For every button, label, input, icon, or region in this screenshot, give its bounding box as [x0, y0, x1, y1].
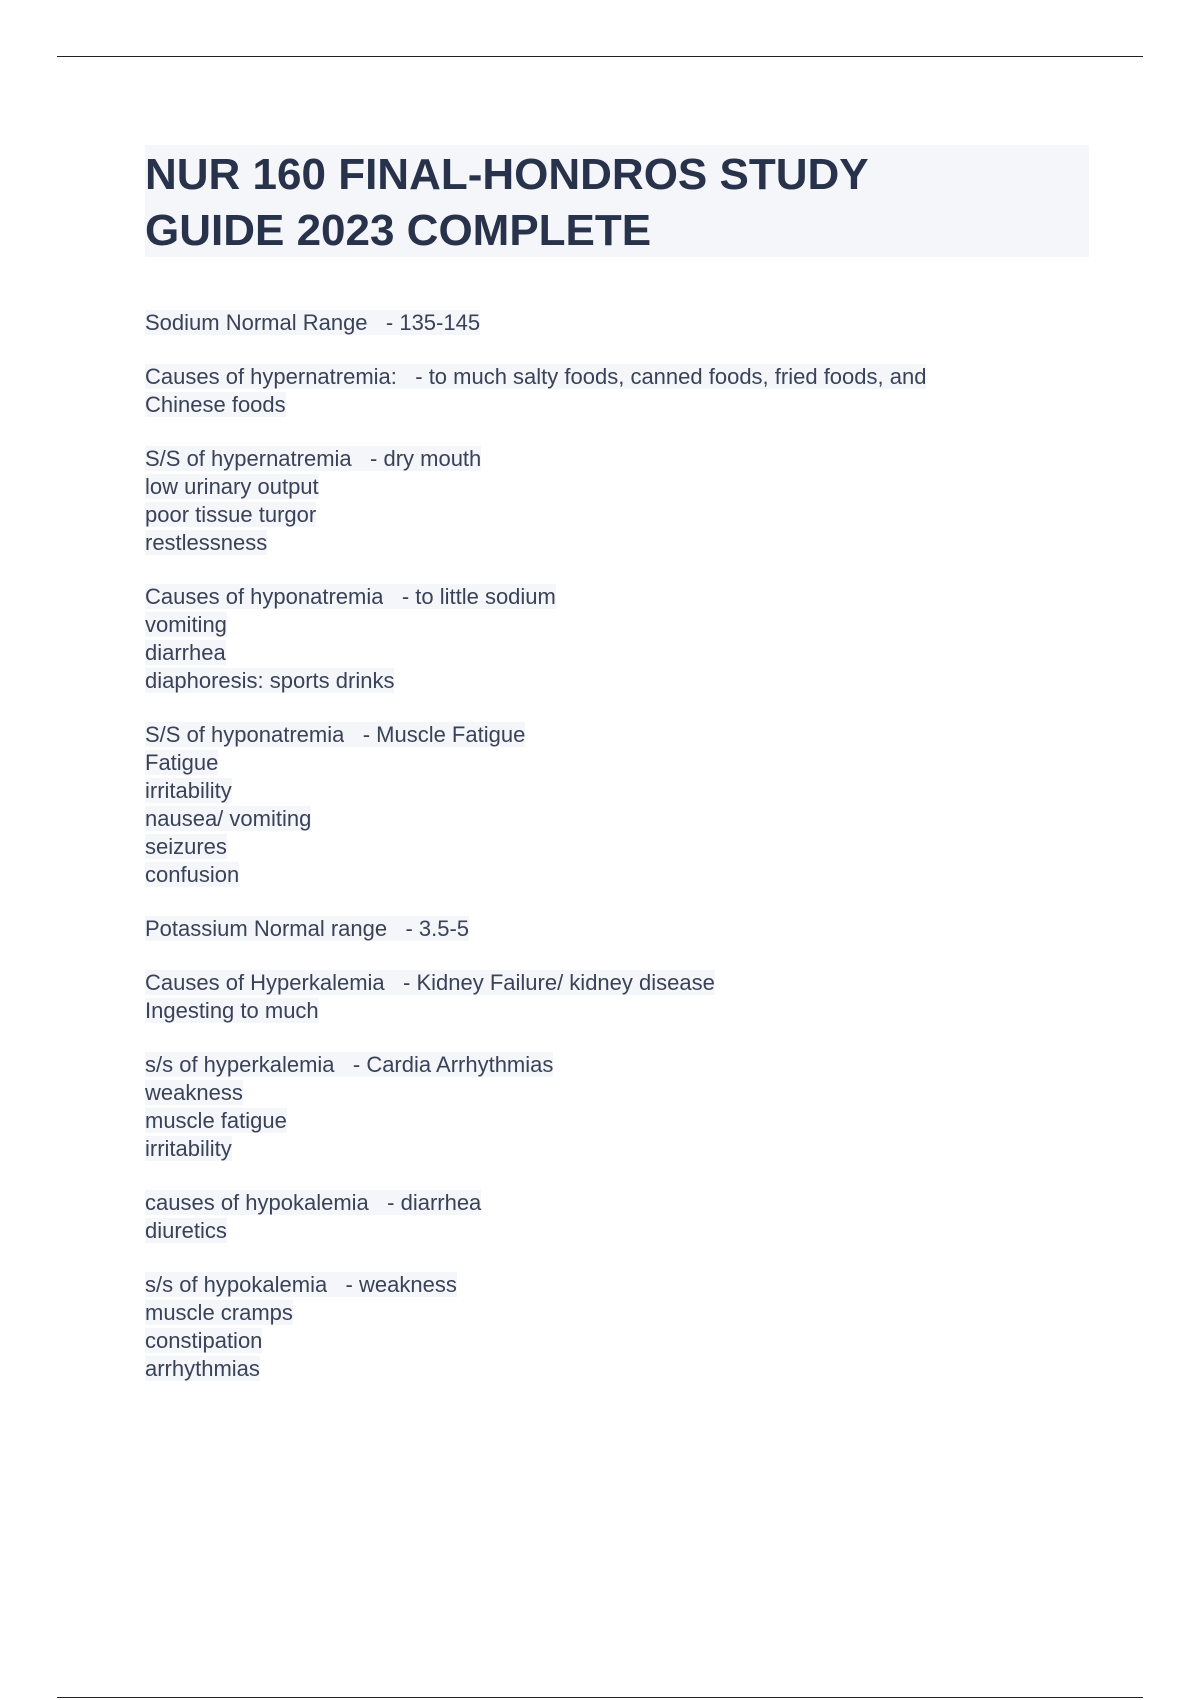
term-separator: [385, 970, 403, 995]
flashcard-entry: [145, 721, 1089, 889]
term-separator: [335, 1052, 353, 1077]
flashcard-definition-line: [145, 749, 1089, 777]
flashcard-term: s/s of hypokalemia: [145, 1272, 328, 1297]
term-separator: [327, 1272, 345, 1297]
flashcard-definition-text: low urinary output: [145, 474, 319, 499]
flashcard-definition-text: irritability: [145, 1136, 232, 1161]
flashcard-term: S/S of hyponatremia: [145, 722, 345, 747]
flashcard-definition-line: [145, 529, 1089, 557]
term-separator: [344, 722, 362, 747]
flashcard-definition-line: [145, 1107, 1089, 1135]
flashcard-entry: [145, 1051, 1089, 1163]
flashcard-definition-text: constipation: [145, 1328, 263, 1353]
flashcard-definition-text: Fatigue: [145, 750, 219, 775]
flashcard-first-line: [145, 309, 1089, 337]
flashcard-definition-line: [145, 805, 1089, 833]
flashcard-definition-line: [145, 833, 1089, 861]
flashcard-definition-line: [145, 861, 1089, 889]
flashcard-entry: [145, 583, 1089, 695]
flashcard-definition-line: [145, 501, 1089, 529]
flashcard-definition-text: diaphoresis: sports drinks: [145, 668, 395, 693]
flashcard-definition-text: diuretics: [145, 1218, 227, 1243]
term-separator: [369, 1190, 387, 1215]
flashcard-term: Causes of hyponatremia: [145, 584, 384, 609]
term-separator: [352, 446, 370, 471]
flashcard-definition-line: [145, 391, 1089, 419]
flashcard-definition-line: [145, 1327, 1089, 1355]
flashcard-first-line: [145, 1051, 1089, 1079]
flashcard-entry: [145, 445, 1089, 557]
flashcard-definition-line: [145, 997, 1089, 1025]
flashcard-definition-text: nausea/ vomiting: [145, 806, 312, 831]
flashcard-first-line: [145, 363, 1089, 391]
flashcard-definition-text: poor tissue turgor: [145, 502, 317, 527]
flashcard-definition: - diarrhea: [387, 1190, 482, 1215]
flashcard-definition: - to much salty foods, canned foods, fried foods, and: [415, 364, 927, 389]
flashcard-term: Causes of Hyperkalemia: [145, 970, 385, 995]
document-title: [145, 145, 1089, 257]
flashcard-definition: - to little sodium: [401, 584, 556, 609]
flashcard-definition-line: [145, 777, 1089, 805]
top-rule: [57, 56, 1143, 57]
flashcard-list: [145, 309, 1089, 1383]
title-line-2: GUIDE 2023 COMPLETE: [145, 206, 652, 255]
flashcard-definition-text: restlessness: [145, 530, 268, 555]
flashcard-definition-line: [145, 1135, 1089, 1163]
flashcard-definition-line: [145, 1079, 1089, 1107]
flashcard-definition-text: confusion: [145, 862, 240, 887]
term-separator: [368, 310, 386, 335]
flashcard-first-line: [145, 915, 1089, 943]
flashcard-entry: [145, 1271, 1089, 1383]
flashcard-first-line: [145, 969, 1089, 997]
flashcard-term: S/S of hypernatremia: [145, 446, 352, 471]
flashcard-entry: [145, 1189, 1089, 1245]
flashcard-definition-text: Chinese foods: [145, 392, 286, 417]
flashcard-first-line: [145, 721, 1089, 749]
bottom-rule: [57, 1697, 1143, 1698]
flashcard-entry: [145, 915, 1089, 943]
flashcard-definition: - 3.5-5: [405, 916, 470, 941]
flashcard-definition-text: weakness: [145, 1080, 243, 1105]
flashcard-definition-text: Ingesting to much: [145, 998, 319, 1023]
flashcard-definition-text: irritability: [145, 778, 232, 803]
term-separator: [387, 916, 405, 941]
term-separator: [397, 364, 415, 389]
flashcard-first-line: [145, 1271, 1089, 1299]
flashcard-term: s/s of hyperkalemia: [145, 1052, 335, 1077]
flashcard-definition: - Muscle Fatigue: [362, 722, 526, 747]
flashcard-definition: - 135-145: [385, 310, 481, 335]
flashcard-first-line: [145, 445, 1089, 473]
flashcard-first-line: [145, 583, 1089, 611]
flashcard-term: Causes of hypernatremia:: [145, 364, 397, 389]
flashcard-definition-line: [145, 639, 1089, 667]
flashcard-definition: - Kidney Failure/ kidney disease: [403, 970, 715, 995]
flashcard-entry: [145, 309, 1089, 337]
flashcard-definition-text: vomiting: [145, 612, 227, 637]
flashcard-definition-line: [145, 1217, 1089, 1245]
flashcard-definition: - dry mouth: [370, 446, 482, 471]
flashcard-definition-text: seizures: [145, 834, 227, 859]
flashcard-first-line: [145, 1189, 1089, 1217]
flashcard-definition-text: diarrhea: [145, 640, 226, 665]
flashcard-definition-line: [145, 667, 1089, 695]
document-body: [145, 145, 1089, 1409]
title-line-1: NUR 160 FINAL-HONDROS STUDY: [145, 150, 869, 199]
flashcard-definition-text: arrhythmias: [145, 1356, 260, 1381]
flashcard-definition: - Cardia Arrhythmias: [352, 1052, 554, 1077]
flashcard-definition-line: [145, 611, 1089, 639]
term-separator: [383, 584, 401, 609]
flashcard-term: causes of hypokalemia: [145, 1190, 369, 1215]
flashcard-term: Sodium Normal Range: [145, 310, 368, 335]
flashcard-definition-line: [145, 1299, 1089, 1327]
flashcard-definition-text: muscle cramps: [145, 1300, 293, 1325]
flashcard-entry: [145, 363, 1089, 419]
flashcard-term: Potassium Normal range: [145, 916, 388, 941]
flashcard-definition: - weakness: [345, 1272, 457, 1297]
flashcard-entry: [145, 969, 1089, 1025]
flashcard-definition-text: muscle fatigue: [145, 1108, 287, 1133]
flashcard-definition-line: [145, 1355, 1089, 1383]
flashcard-definition-line: [145, 473, 1089, 501]
